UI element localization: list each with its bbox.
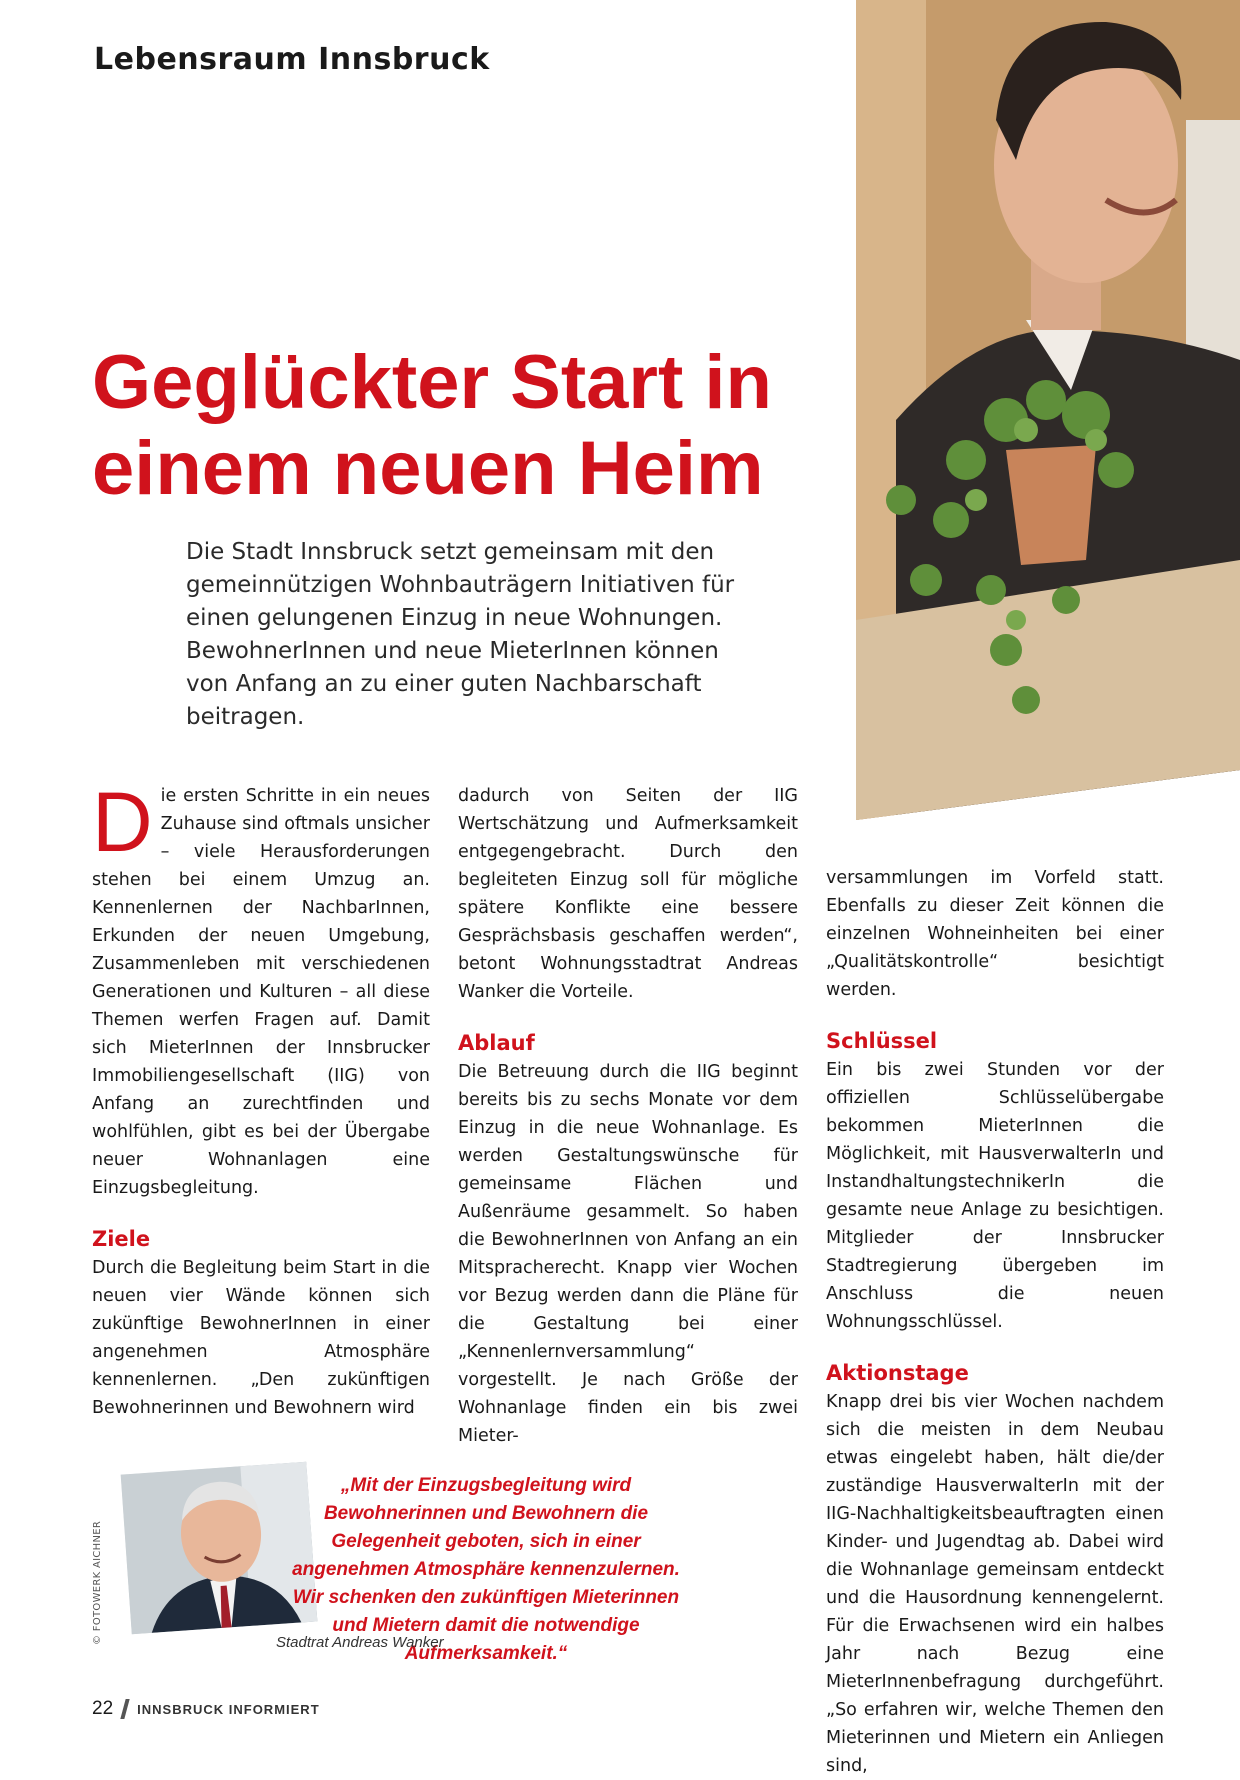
title-line-2: einem neuen Heim xyxy=(92,426,764,511)
hero-photo xyxy=(856,0,1240,820)
intro-text: ie ersten Schritte in ein neues Zuhause sind oftmals unsicher – viele Herausforderungen stehen bei einem Umzug an. Kennenlernen der NachbarInnen, Erkunden der neuen Umgebung, Zusammenleben mit verschiedenen Generationen und Kulturen – all diese Themen werfen Fragen auf. Damit sich MieterInnen der Innsbrucker Immobiliengesellschaft (IIG) von Anfang an zurechtfinden und wohlfühlen, gibt es bei der Übergabe neuer Wohnanlagen eine Einzugsbegleitung. xyxy=(92,786,430,1198)
footer-separator xyxy=(120,1699,129,1719)
ablauf-paragraph: Die Betreuung durch die IIG beginnt bereits bis zu sechs Monate vor dem Einzug in die neue Wohnanlage. Es werden Gestaltungswünsche für gemeinsame Flächen und Außenräume gesammelt. So haben die BewohnerInnen von Anfang an ein Mitspracherecht. Knapp vier Wochen vor Bezug werden dann die Pläne für die Gestaltung bei einer „Kennenlernversammlung“ vorgestellt. Je nach Größe der Wohnanlage finden ein bis zwei Mieter- xyxy=(458,1062,798,1446)
column-3 xyxy=(826,864,1164,1780)
hero-photo-illustration xyxy=(856,0,1240,820)
column-2 xyxy=(458,782,798,1450)
aktionstage-paragraph: Knapp drei bis vier Wochen nachdem sich die meisten in dem Neubau etwas eingelebt haben, hält die/der zuständige HausverwalterIn mit der IIG-Nachhaltigkeitsbeauftragten einen Kinder- und Jugendtag ab. Dabei wird die Wohnanlage gemeinsam entdeckt und die Hausordnung kennengelernt. Für die Erwachsenen wird ein halbes Jahr nach Bezug eine MieterInnenbefragung durchgeführt. „So erfahren wir, welche Themen den Mieterinnen und Mietern ein Anliegen sind, xyxy=(826,1392,1164,1776)
ziele-paragraph: Durch die Begleitung beim Start in die neuen vier Wände können sich zukünftige BewohnerInnen in einer angenehmen Atmosphäre kennenlernen. „Den zukünftigen Bewohnerinnen und Bewohnern wird xyxy=(92,1258,430,1418)
heading-schluessel: Schlüssel xyxy=(826,1029,938,1053)
section-label: Lebensraum Innsbruck xyxy=(94,42,490,77)
schluessel-paragraph: Ein bis zwei Stunden vor der offiziellen Schlüsselübergabe bekommen MieterInnen die Möglichkeit, mit HausverwalterIn und InstandhaltungstechnikerIn die gesamte neue Anlage zu besichtigen. Mitglieder der Innsbrucker Stadtregierung übergeben im Anschluss die neuen Wohnungsschlüssel. xyxy=(826,1060,1164,1332)
column-1 xyxy=(92,775,430,1422)
heading-ziele: Ziele xyxy=(92,1227,151,1251)
publication-name: INNSBRUCK INFORMIERT xyxy=(137,1701,320,1717)
lead-paragraph: Die Stadt Innsbruck setzt gemeinsam mit den gemeinnützigen Wohnbauträgern Initiativen für einen gelungenen Einzug in neue Wohnungen. BewohnerInnen und neue MieterInnen können von Anfang an zu einer guten Nachbarschaft beitragen. xyxy=(186,539,735,730)
column-3-paragraph: versammlungen im Vorfeld statt. Ebenfalls zu dieser Zeit können die einzelnen Wohneinheiten bei einer „Qualitätskontrolle“ besichtigt werden. xyxy=(826,868,1164,1000)
article-title xyxy=(92,340,852,512)
heading-ablauf: Ablauf xyxy=(458,1031,535,1055)
heading-aktionstage: Aktionstage xyxy=(826,1361,969,1385)
photo-credit: © FOTOWERK AICHNER xyxy=(92,1520,103,1645)
pull-quote: „Mit der Einzugsbegleitung wird Bewohnerinnen und Bewohnern die Gelegenheit geboten, sich in einer angenehmen Atmosphäre kennenzulernen. Wir schenken den zukünftigen Mieterinnen und Mietern damit die notwendige Aufmerksamkeit.“ xyxy=(292,1475,680,1664)
title-line-1: Geglückter Start in xyxy=(92,340,772,425)
intro-paragraph xyxy=(92,775,430,1202)
quote-author: Stadtrat Andreas Wanker xyxy=(276,1634,444,1651)
page-number: 22 xyxy=(92,1698,114,1719)
column-2-paragraph: dadurch von Seiten der IIG Wertschätzung und Aufmerksamkeit entgegengebracht. Durch den begleiteten Einzug soll für mögliche spätere Konflikte eine bessere Gesprächsbasis geschaffen werden“, betont Wohnungsstadtrat Andreas Wanker die Vorteile. xyxy=(458,786,798,1002)
page-footer xyxy=(92,1698,320,1720)
dropcap: D xyxy=(92,775,153,869)
